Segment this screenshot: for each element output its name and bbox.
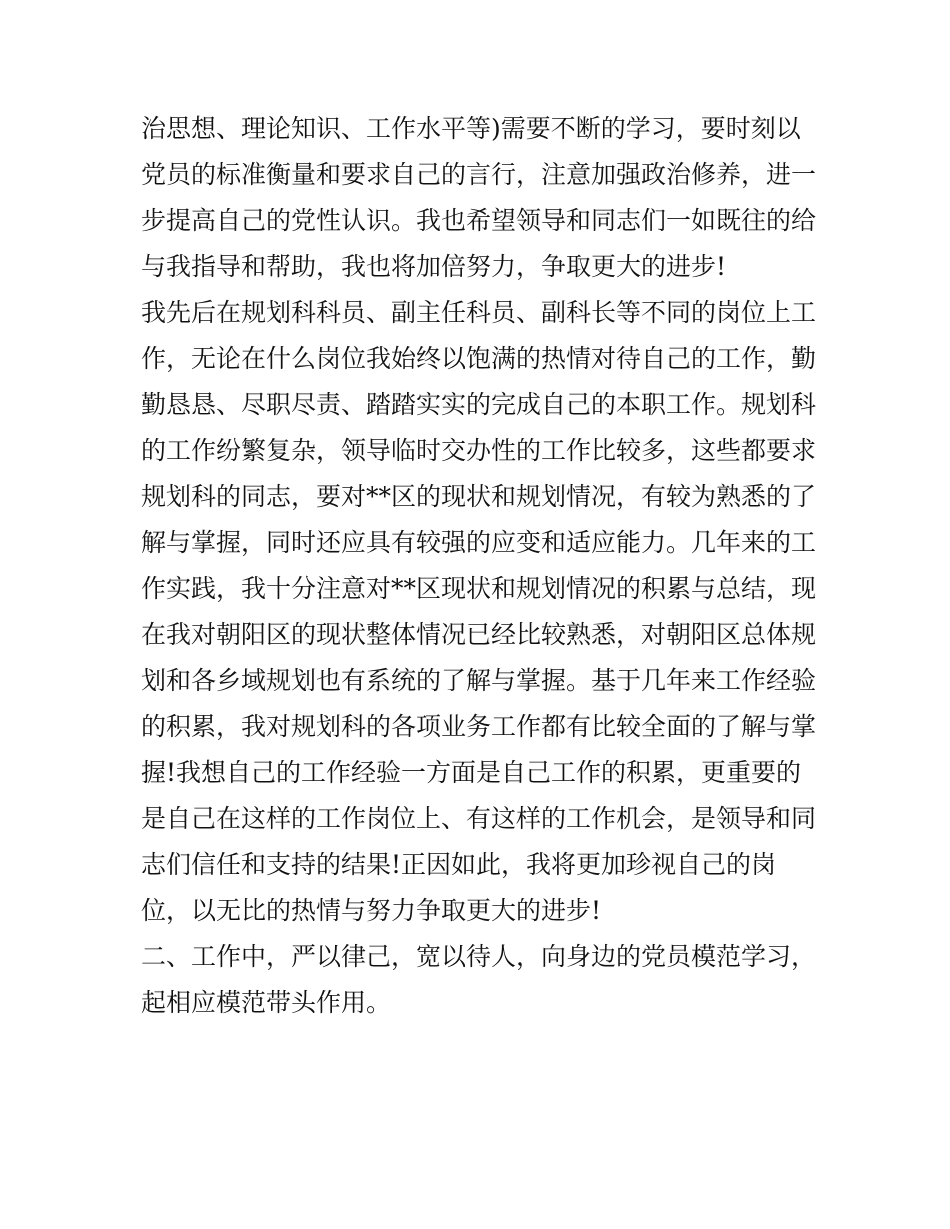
text-line: 起相应模范带头作用。 (141, 988, 392, 1017)
text-line: 治思想、理论知识、工作水平等)需要不断的学习，要时刻以 (141, 114, 801, 143)
text-line: 是自己在这样的工作岗位上、有这样的工作机会，是领导和同 (141, 804, 817, 833)
text-line: 志们信任和支持的结果!正因如此，我将更加珍视自己的岗 (141, 850, 777, 879)
text-line: 作实践，我十分注意对**区现状和规划情况的积累与总结，现 (141, 574, 817, 603)
document-body (141, 106, 821, 1026)
text-line: 步提高自己的党性认识。我也希望领导和同志们一如既往的给 (141, 206, 817, 235)
text-line: 握!我想自己的工作经验一方面是自己工作的积累，更重要的 (141, 758, 802, 787)
text-line: 我先后在规划科科员、副主任科员、副科长等不同的岗位上工 (141, 298, 817, 327)
text-line: 作，无论在什么岗位我始终以饱满的热情对待自己的工作，勤 (141, 344, 817, 373)
text-line: 的积累，我对规划科的各项业务工作都有比较全面的了解与掌 (141, 712, 817, 741)
text-line: 二、工作中，严以律己，宽以待人，向身边的党员模范学习， (141, 942, 817, 971)
text-line: 位，以无比的热情与努力争取更大的进步! (141, 896, 602, 925)
text-line: 的工作纷繁复杂，领导临时交办性的工作比较多，这些都要求 (141, 436, 817, 465)
text-line: 规划科的同志，要对**区的现状和规划情况，有较为熟悉的了 (141, 482, 817, 511)
text-line: 与我指导和帮助，我也将加倍努力，争取更大的进步! (141, 252, 727, 281)
text-line: 在我对朝阳区的现状整体情况已经比较熟悉，对朝阳区总体规 (141, 620, 817, 649)
text-line: 解与掌握，同时还应具有较强的应变和适应能力。几年来的工 (141, 528, 817, 557)
text-line: 划和各乡域规划也有系统的了解与掌握。基于几年来工作经验 (141, 666, 817, 695)
text-line: 党员的标准衡量和要求自己的言行，注意加强政治修养，进一 (141, 160, 817, 189)
text-line: 勤恳恳、尽职尽责、踏踏实实的完成自己的本职工作。规划科 (141, 390, 817, 419)
